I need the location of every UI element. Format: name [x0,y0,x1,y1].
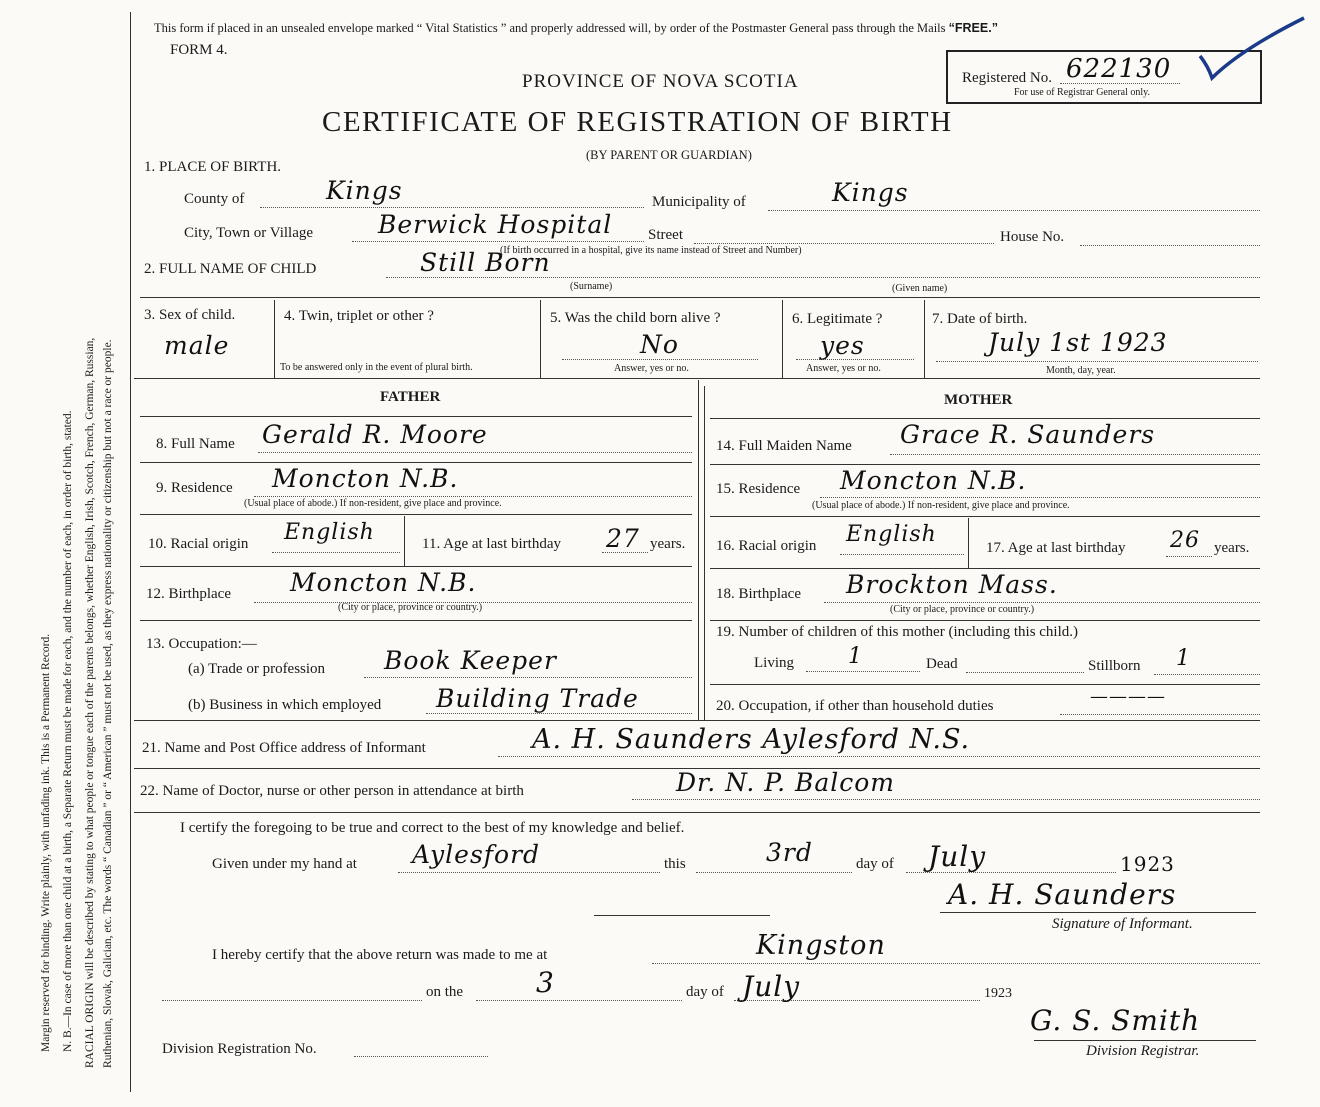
child-name-label: 2. FULL NAME OF CHILD [144,261,317,277]
stillborn-value: 1 [1176,646,1191,671]
registrar-signature-line [1034,1040,1256,1041]
doctor-line [632,799,1260,800]
page-subtitle: (BY PARENT OR GUARDIAN) [586,148,752,162]
date-note: Month, day, year. [1046,365,1116,376]
dead-label: Dead [926,656,958,672]
certify-day-value: 3rd [766,838,813,867]
divider-child-row-top [140,297,1260,298]
stillborn-line [1154,674,1260,675]
mother-name-label: 14. Full Maiden Name [716,438,852,454]
mother-age-value: 26 [1170,528,1200,553]
father-racial-line [272,552,400,553]
divider-f3 [140,514,692,515]
mother-occupation-value: ———— [1090,686,1166,707]
divider-parents-top [134,378,1260,379]
divider-parents-center-2 [704,386,705,720]
divider-parents-center [698,380,699,720]
registered-note: For use of Registrar General only. [1014,87,1150,98]
house-label: House No. [1000,229,1065,245]
alive-note: Answer, yes or no. [614,363,689,374]
county-line [260,207,644,208]
informant-signature-line [940,912,1256,913]
certify-month-value: July [928,840,987,873]
check-mark-icon [1196,14,1308,84]
side-note-nb: N. B.—In case of more than one child at a birth, a Separate Return must be made for each, and the number of each, in order of birth, stated. [62,410,74,1052]
municipality-line [768,210,1260,211]
date-value: July 1st 1923 [988,328,1168,357]
city-value: Berwick Hospital [378,210,613,239]
father-racial-value: English [284,520,375,545]
mother-heading: MOTHER [944,392,1013,408]
mother-residence-label: 15. Residence [716,481,801,497]
street-line [694,243,994,244]
county-value: Kings [326,176,403,205]
father-business-line [426,713,692,714]
father-trade-value: Book Keeper [384,646,557,675]
twin-label: 4. Twin, triplet or other ? [284,308,434,324]
mother-residence-note: (Usual place of abode.) If non-resident, give place and province. [812,500,1070,511]
divider-m6 [710,684,1260,685]
divider-col-twin [540,300,541,378]
street-label: Street [648,227,683,243]
informant-line [498,756,1260,757]
father-trade-line [364,677,692,678]
informant-value: A. H. Saunders Aylesford N.S. [532,724,971,755]
certify-statement: I certify the foregoing to be true and correct to the best of my knowledge and belief. [180,820,685,836]
registrar-signature: G. S. Smith [1030,1004,1201,1037]
divider-doctor [134,812,1260,813]
side-note-racial-cont: Ruthenian, Slovak, Galician, etc. The words “ Canadian ” or “ American ” must not be used, as they express nationality or citizenship but not a race or people. [102,339,114,1068]
certify-year: 1923 [1120,852,1175,876]
mother-birthplace-value: Brockton Mass. [846,570,1058,599]
registrar-day-value: 3 [536,966,555,999]
registered-label: Registered No. [962,70,1052,86]
division-registration-label: Division Registration No. [162,1041,317,1057]
registrar-statement: I hereby certify that the above return was made to me at [212,947,548,963]
certify-day-of-label: day of [856,856,894,872]
given-place-line [398,872,660,873]
child-name-line [386,277,1260,278]
mother-residence-line [820,497,1260,498]
postal-note-text: This form if placed in an unsealed envelope marked “ Vital Statistics ” and properly addressed will, by order of the Postmaster General pass through the Mails [154,21,946,35]
province-heading: PROVINCE OF NOVA SCOTIA [522,71,799,92]
father-business-label: (b) Business in which employed [188,697,382,713]
division-registration-line [354,1056,488,1057]
father-residence-label: 9. Residence [156,480,233,496]
father-residence-note: (Usual place of abode.) If non-resident, give place and province. [244,498,502,509]
alive-label: 5. Was the child born alive ? [550,310,721,326]
sex-label: 3. Sex of child. [144,307,236,323]
child-name-value: Still Born [420,248,551,277]
divider-m4 [710,568,1260,569]
mother-racial-value: English [846,522,937,547]
registrar-day-of-label: day of [686,984,724,1000]
divider-m-racial [968,518,969,568]
postal-note [154,21,998,36]
mother-name-line [890,454,1260,455]
informant-label: 21. Name and Post Office address of Informant [142,740,426,756]
divider-f5 [140,620,692,621]
given-name-note: (Given name) [892,283,948,294]
divider-m3 [710,516,1260,517]
registrar-place-line [652,963,1260,964]
mother-age-line [1166,556,1212,557]
father-birthplace-note: (City or place, province or country.) [338,602,483,613]
legit-value: yes [820,331,865,360]
mother-residence-value: Moncton N.B. [840,466,1027,495]
father-occupation-label: 13. Occupation:— [146,636,257,652]
city-line [352,241,644,242]
father-name-line [258,452,692,453]
father-name-label: 8. Full Name [156,436,235,452]
legit-note: Answer, yes or no. [806,363,881,374]
father-birthplace-value: Moncton N.B. [290,568,477,597]
father-trade-label: (a) Trade or profession [188,661,326,677]
given-place-value: Aylesford [412,840,541,869]
surname-note: (Surname) [570,281,613,292]
divider-f2 [140,462,692,463]
registered-number: 622130 [1066,54,1172,84]
divider-parents-bottom [134,720,1260,721]
father-age-label: 11. Age at last birthday [422,536,561,552]
house-line [1080,245,1260,246]
registrar-year: 1923 [984,986,1012,1001]
father-business-value: Building Trade [436,684,639,713]
form-number: FORM 4. [170,42,228,58]
certify-day-line [696,872,852,873]
mother-age-label: 17. Age at last birthday [986,540,1126,556]
mother-racial-line [840,554,964,555]
county-label: County of [184,191,245,207]
this-label: this [664,856,686,872]
legit-label: 6. Legitimate ? [792,311,883,327]
twin-note: To be answered only in the event of plural birth. [280,362,473,373]
date-line [936,361,1258,362]
father-residence-line [254,496,692,497]
informant-signature-label: Signature of Informant. [1052,916,1193,932]
registrar-blank-line [162,1000,422,1001]
divider-f4 [140,566,692,567]
alive-value: No [640,330,679,359]
given-label: Given under my hand at [212,856,357,872]
mother-occupation-label: 20. Occupation, if other than household duties [716,698,994,714]
side-note-racial: RACIAL ORIGIN will be described by stating to what people or tongue each of the parents belongs, whether English, Irish, Scotch, French, German, Russian, [84,337,96,1068]
father-heading: FATHER [380,389,441,405]
father-racial-label: 10. Racial origin [148,536,249,552]
registrar-signature-label: Division Registrar. [1086,1043,1200,1059]
date-label: 7. Date of birth. [932,311,1028,327]
living-line [806,671,920,672]
mother-birthplace-note: (City or place, province or country.) [890,604,1035,615]
doctor-value: Dr. N. P. Balcom [676,768,895,797]
sex-value: male [164,331,230,360]
stillborn-label: Stillborn [1088,658,1141,674]
divider-col-sex [274,300,275,378]
municipality-value: Kings [832,178,909,207]
free-label: “FREE.” [948,21,998,35]
divider-f-racial [404,516,405,566]
divider-m1 [710,418,1260,419]
mother-occupation-line [1060,714,1260,715]
father-age-value: 27 [606,524,640,553]
registrar-day-line [476,1000,682,1001]
divider-col-legit [924,300,925,378]
father-name-value: Gerald R. Moore [262,420,488,449]
dead-line [966,672,1084,673]
place-heading: 1. PLACE OF BIRTH. [144,159,282,175]
registrar-place-value: Kingston [756,930,886,961]
alive-line [562,359,758,360]
doctor-label: 22. Name of Doctor, nurse or other person in attendance at birth [140,783,524,799]
on-the-label: on the [426,984,464,1000]
page-title: CERTIFICATE OF REGISTRATION OF BIRTH [322,106,953,138]
signature-short-line [594,915,770,916]
informant-signature: A. H. Saunders [948,878,1177,911]
mother-birthplace-line [824,602,1260,603]
living-label: Living [754,655,794,671]
margin-line [130,12,131,1092]
registered-line [1060,83,1180,84]
divider-f1 [140,416,692,417]
mother-name-value: Grace R. Saunders [900,420,1156,449]
divider-m2 [710,464,1260,465]
street-note: (If birth occurred in a hospital, give its name instead of Street and Number) [500,245,802,256]
side-note-margin: Margin reserved for binding. Write plainly, with unfading ink. This is a Permanent Record. [40,633,52,1052]
living-value: 1 [848,644,863,669]
mother-age-years: years. [1214,540,1250,556]
mother-children-label: 19. Number of children of this mother (including this child.) [716,624,1079,640]
father-age-years: years. [650,536,686,552]
city-label: City, Town or Village [184,225,314,241]
divider-col-alive [782,300,783,378]
registrar-month-value: July [742,970,801,1003]
mother-racial-label: 16. Racial origin [716,538,817,554]
divider-m5 [710,620,1260,621]
father-birthplace-label: 12. Birthplace [146,586,231,602]
father-residence-value: Moncton N.B. [272,464,459,493]
mother-birthplace-label: 18. Birthplace [716,586,801,602]
municipality-label: Municipality of [652,194,746,210]
